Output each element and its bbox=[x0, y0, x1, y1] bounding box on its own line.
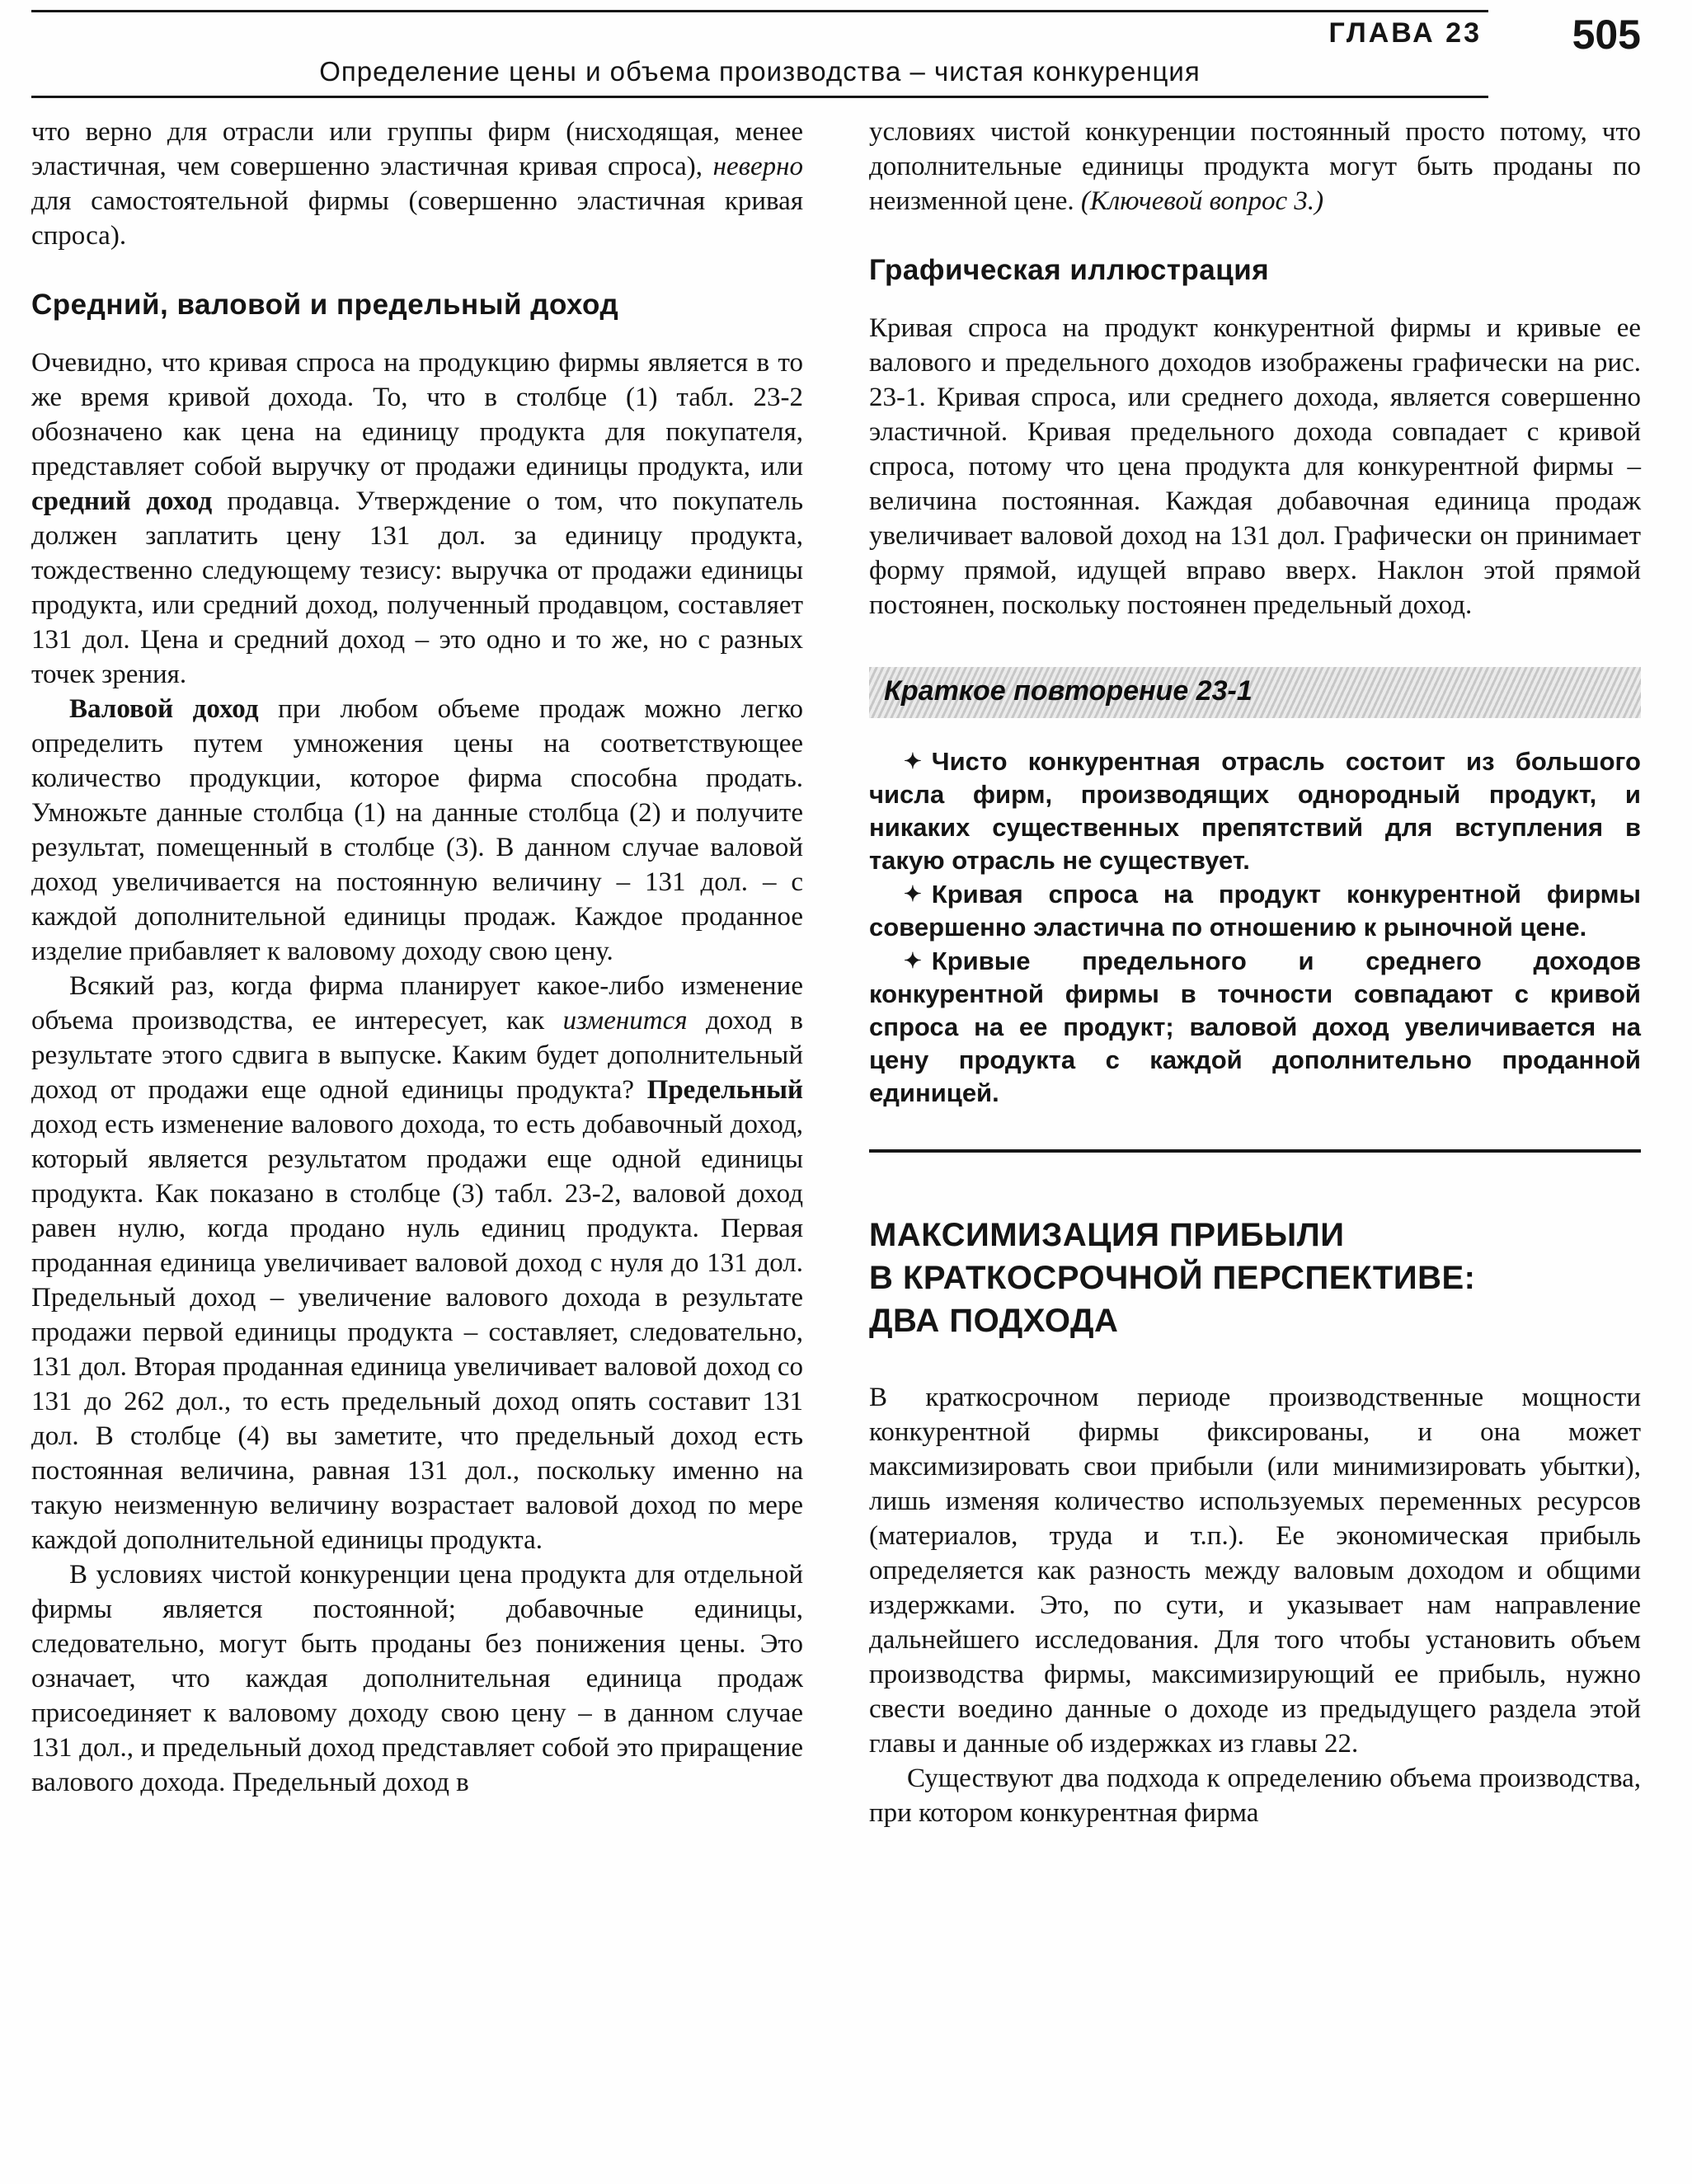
bold-term-average-revenue: средний доход bbox=[31, 486, 213, 516]
paragraph bbox=[31, 345, 803, 692]
quick-review-title: Краткое повторение 23-1 bbox=[869, 667, 1641, 718]
review-bullet-text: Чисто конкурентная отрасль состоит из большого числа фирм, производящих однородный продукт, и никаких существенных препятствий для вступления в такую отрасль не существует. bbox=[869, 747, 1641, 875]
review-bullet bbox=[869, 944, 1641, 1110]
text-columns bbox=[31, 115, 1641, 1830]
diamond-bullet-icon: ✦ bbox=[904, 881, 922, 906]
review-bullet-text: Кривые предельного и среднего доходов конкурентной фирмы в точности совпадают с кривой спроса на ее продукт; валовой доход увеличивается на цену продукта с каждой дополнительно проданной единицей. bbox=[869, 946, 1641, 1107]
section-divider-rule bbox=[869, 1149, 1641, 1153]
paragraph bbox=[31, 692, 803, 969]
italic-term: неверно bbox=[712, 152, 803, 181]
review-bullet-text: Кривая спроса на продукт конкурентной фирмы совершенно эластична по отношению к рыночной цене. bbox=[869, 880, 1641, 942]
review-bullet bbox=[869, 744, 1641, 877]
paragraph: Кривая спроса на продукт конкурентной фирмы и кривые ее валового и предельного доходов изображены графически на рис. 23-1. Кривая спроса, или среднего дохода, является совершенно эластичной. Кривая предельного дохода совпадает с кривой спроса, потому что цена продукта для конкурентной фирмы – величина постоянная. Каждая добавочная единица продаж увеличивает валовой доход на 131 дол. Графически он принимает форму прямой, идущей вправо вверх. Наклон этой прямой постоянен, поскольку постоянен предельный доход. bbox=[869, 313, 1641, 620]
text-segment: доход в результате этого сдвига в выпуске. Каким будет дополнительный доход от продажи еще одной единицы продукта? bbox=[31, 1006, 804, 1105]
chapter-label: ГЛАВА 23 bbox=[1328, 17, 1482, 49]
major-section-heading bbox=[869, 1214, 1641, 1342]
section-subheading-graphic: Графическая иллюстрация bbox=[869, 254, 1270, 286]
text-segment: что верно для отрасли или группы фирм (нисходящая, менее эластичная, чем совершенно эластичная кривая спроса), bbox=[31, 117, 803, 181]
paragraph: В условиях чистой конкуренции цена продукта для отдельной фирмы является постоянной; добавочные единицы, следовательно, могут быть проданы без понижения цены. Это означает, что каждая дополнительная единица продаж присоединяет к валовому доходу свою цену – в данном случае 131 дол., и предельный доход представляет собой это приращение валового дохода. Предельный доход в bbox=[31, 1560, 803, 1797]
paragraph-continuation bbox=[869, 115, 1641, 218]
chapter-subtitle: Определение цены и объема производства – чистая конкуренция bbox=[319, 56, 1201, 87]
page-header bbox=[31, 10, 1641, 98]
major-section-heading-line: МАКСИМИЗАЦИЯ ПРИБЫЛИ bbox=[869, 1217, 1345, 1253]
header-title-block bbox=[31, 10, 1488, 98]
diamond-bullet-icon: ✦ bbox=[904, 749, 922, 773]
section-subheading-revenue: Средний, валовой и предельный доход bbox=[31, 289, 619, 321]
diamond-bullet-icon: ✦ bbox=[904, 948, 922, 973]
paragraph: В краткосрочном периоде производственные мощности конкурентной фирмы фиксированы, и она может максимизировать свои прибыли (или минимизировать убытки), лишь изменяя количество используемых переменных ресурсов (материалов, труда и т.п.). Ее экономическая прибыль определяется как разность между валовым доходом и общими издержками. Это, по сути, и указывает нам направление дальнейшего исследования. Для того чтобы установить объем производства фирмы, максимизирующий ее прибыль, нужно свести воедино данные о доходе из предыдущего раздела этой главы и данные об издержках из главы 22. bbox=[869, 1383, 1641, 1759]
italic-term: изменится bbox=[562, 1006, 688, 1036]
italic-key-question: (Ключевой вопрос 3.) bbox=[1080, 186, 1324, 216]
text-segment: Всякий раз, когда фирма планирует какое-либо изменение объема производства, ее интересует, как bbox=[31, 971, 803, 1036]
text-segment: условиях чистой конкуренции постоянный просто потому, что дополнительные единицы продукта могут быть проданы по неизменной цене. bbox=[869, 117, 1641, 216]
left-column bbox=[31, 115, 803, 1830]
paragraph bbox=[31, 969, 803, 1557]
paragraph: Существуют два подхода к определению объема производства, при котором конкурентная фирма bbox=[869, 1764, 1641, 1828]
text-segment: Очевидно, что кривая спроса на продукцию фирмы является в то же время кривой дохода. То, что в столбце (1) табл. 23-2 обозначено как цена на единицу продукта для покупателя, представляет собой выручку от продажи единицы продукта, или bbox=[31, 348, 803, 481]
major-section-heading-line: В КРАТКОСРОЧНОЙ ПЕРСПЕКТИВЕ: bbox=[869, 1260, 1476, 1296]
paragraph-continuation bbox=[31, 115, 803, 253]
text-segment: для самостоятельной фирмы (совершенно эластичная кривая спроса). bbox=[31, 186, 803, 251]
bold-term-marginal: Предельный bbox=[646, 1075, 803, 1105]
text-segment: доход есть изменение валового дохода, то есть добавочный доход, который является результатом продажи еще одной единицы продукта. Как показано в столбце (3) табл. 23-2, валовой доход равен нулю, когда продано нуль единиц продукта. Первая проданная единица увеличивает валовой доход с нуля до 131 дол. Предельный доход – увеличение валового дохода в результате продажи первой единицы продукта – составляет, следовательно, 131 дол. Вторая проданная единица увеличивает валовой доход со 131 до 262 дол., то есть предельный доход опять составит 131 дол. В столбце (4) вы заметите, что предельный доход есть постоянная величина, равная 131 дол., поскольку именно на такую неизменную величину возрастает валовой доход по мере каждой дополнительной единицы продукта. bbox=[31, 1110, 803, 1555]
page-number: 505 bbox=[1572, 12, 1641, 58]
right-column bbox=[869, 115, 1641, 1830]
bold-term-gross-revenue: Валовой доход bbox=[69, 694, 259, 724]
text-segment: продавца. Утверждение о том, что покупатель должен заплатить цену 131 дол. за единицу продукта, тождественно следующему тезису: выручка от продажи единицы продукта, или средний доход, полученный продавцом, составляет 131 дол. Цена и средний доход – это одно и то же, но с разных точек зрения. bbox=[31, 486, 803, 689]
review-bullet bbox=[869, 877, 1641, 944]
major-section-heading-line: ДВА ПОДХОДА bbox=[869, 1303, 1119, 1339]
text-segment: при любом объеме продаж можно легко определить путем умножения цены на соответствующее количество продукции, которое фирма способна продать. Умножьте данные столбца (1) на данные столбца (2) и получите результат, помещенный в столбце (3). В данном случае валовой доход увеличивается на постоянную величину – 131 дол. – с каждой дополнительной единицы продаж. Каждое проданное изделие прибавляет к валовому доходу свою цену. bbox=[31, 694, 803, 966]
